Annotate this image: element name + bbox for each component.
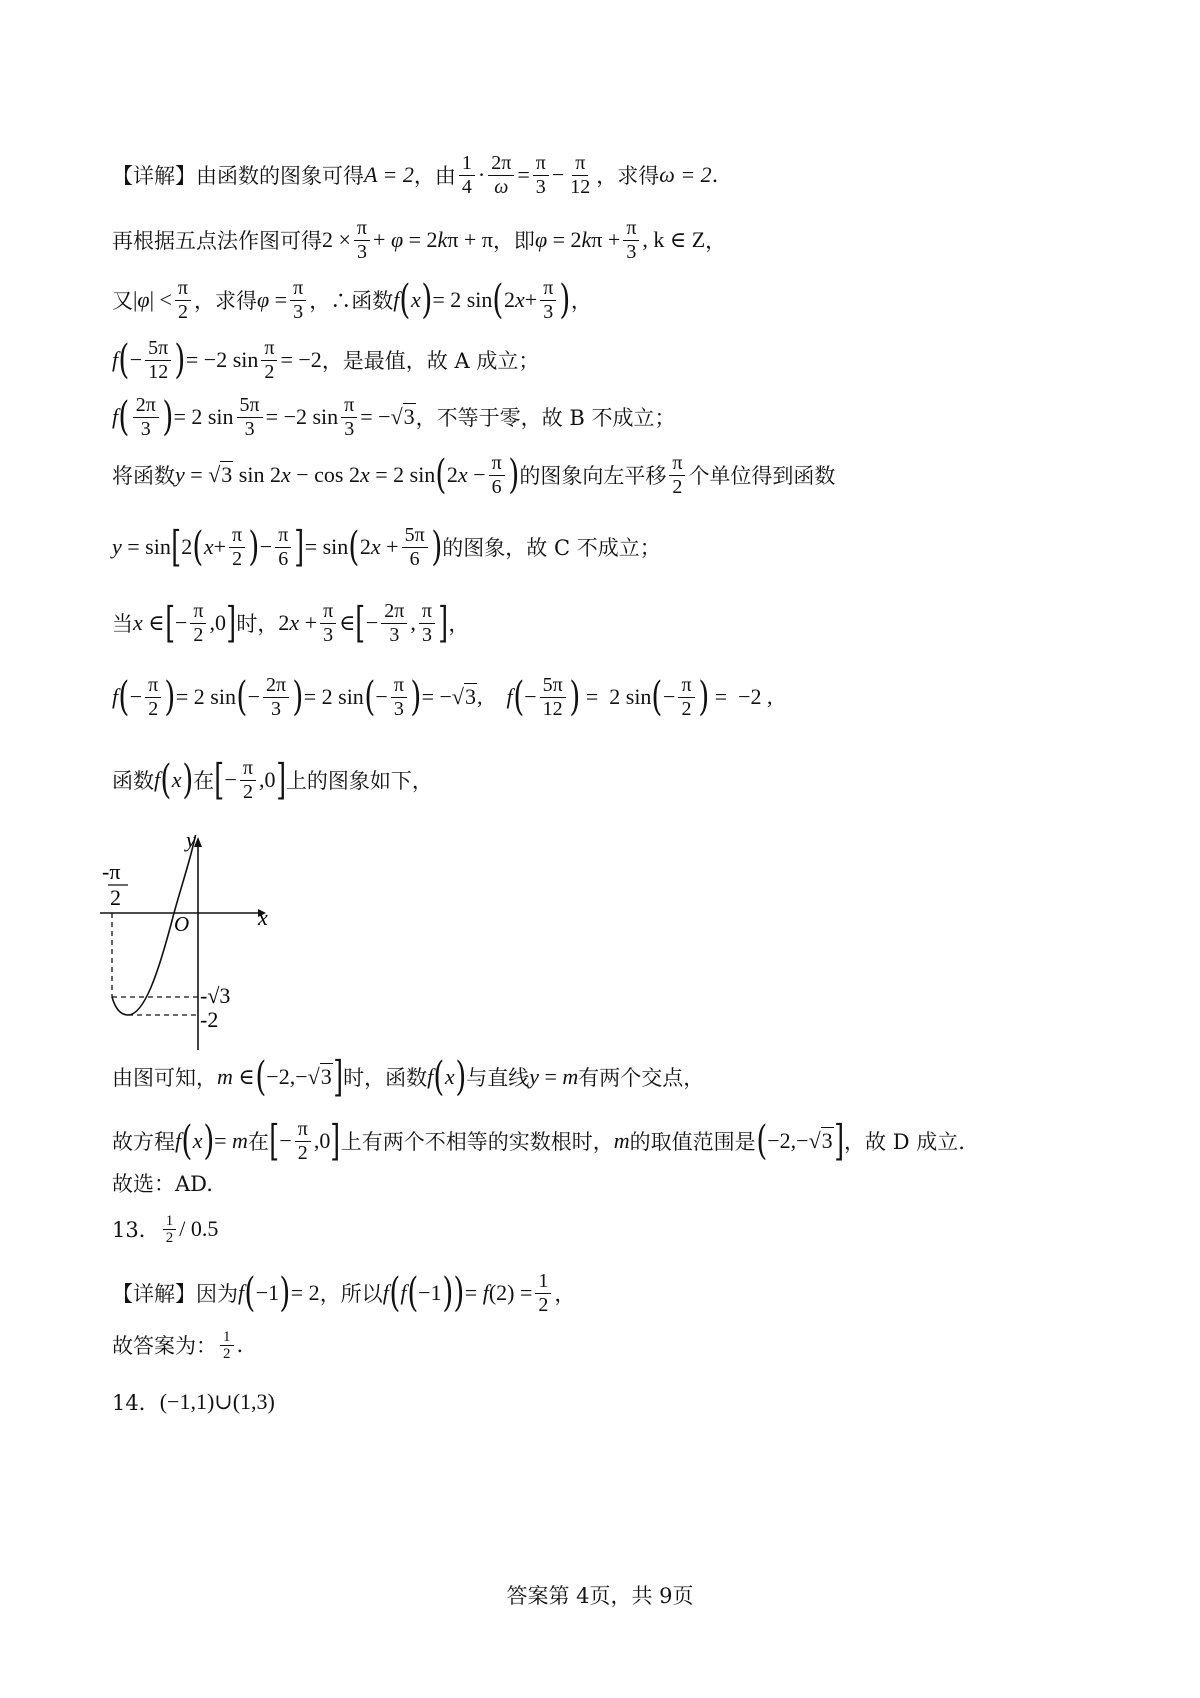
text: 函数 (112, 769, 154, 793)
line-detail-7: y = sin [ 2 ( x + $\frac{\pi}{2}$ ) − $\frac{\pi}{6}$ ] = sin ( 2x + $\frac{5\pi}{6}$ ) 的图象，故 C 不成立； (112, 522, 661, 571)
text: 个单位得到函数 (688, 464, 836, 488)
text: ，故 D 成立. (844, 1130, 965, 1154)
line-answer-13: 故答案为： $\frac{1}{2}$ . (112, 1328, 244, 1362)
text: 由图可知， (112, 1066, 217, 1090)
origin-label: O (174, 912, 190, 936)
formula: / 0.5 (179, 1216, 219, 1241)
text: ，∴函数 (309, 289, 394, 313)
text: 故方程 (112, 1130, 175, 1154)
text: 又 (112, 289, 133, 313)
line-detail-13: 【详解】因为 f ( −1 ) = 2 ，所以 f ( f ( −1 ) ) = f(2) = $\frac{1}{2}$ ， (112, 1269, 576, 1316)
text: 【详解】由函数的图象可得 (112, 164, 364, 188)
text: 有两个交点， (578, 1066, 705, 1090)
line-detail-10: 函数 f ( x ) 在 [ − $\frac{\pi}{2}$ ,0 ] 上的图象如下， (112, 755, 433, 804)
line-detail-11: 由图可知， m ∈ ( −2,−√3 ] 时，函数 f ( x ) 与直线 y = m 有两个交点， (112, 1052, 705, 1101)
formula: , k ∈ Z (642, 227, 706, 252)
question-14-answer (112, 1380, 275, 1424)
text: 时， (236, 612, 279, 636)
tick-label-neg-pi: -π (102, 859, 121, 884)
page-footer: 答案第 4页，共 9页 (506, 1584, 694, 1608)
text: ，不等于零，故 B 不成立； (415, 406, 676, 430)
line-detail-2: 再根据五点法作图可得 2 × $\frac{\pi}{3}$ + φ = 2kπ + π ，即 φ = 2kπ + $\frac{\pi}{3}$ , k ∈ Z ， (112, 216, 727, 263)
text: 上的图象如下， (285, 769, 433, 793)
text: 将函数 (112, 464, 175, 488)
y-axis-label: y (186, 835, 196, 852)
tick-label-neg-two: -2 (200, 1007, 219, 1032)
text: ，由 (413, 164, 456, 188)
text: ，即 (492, 229, 535, 253)
tick-label-neg-sqrt3: -√3 (200, 983, 231, 1008)
text: 的取值范围是 (629, 1130, 756, 1154)
line-detail-6: 将函数 y = √3 sin 2x − cos 2x = 2 sin ( 2x − $\frac{\pi}{6}$ ) 的图象向左平移 $\frac{\pi}{2}$ 个单位得到函数 (112, 451, 836, 498)
text: ，是最值，故 A 成立； (321, 349, 540, 373)
text: 时，函数 (343, 1066, 428, 1090)
question-13-answer: 13． $\frac{1}{2}$ / 0.5 (112, 1212, 219, 1246)
text: 再根据五点法作图可得 (112, 229, 322, 253)
question-number: 13． (112, 1218, 160, 1242)
text: ，求得 (596, 164, 660, 188)
line-answer-select (112, 1165, 213, 1201)
line-detail-9: f ( − $\frac{\pi}{2}$ ) = 2 sin ( − $\frac{2\pi}{3}$ ) = 2 sin ( − $\frac{\pi}{3}$ ) = −√3, f ( − $\frac{5\pi}{12}$ ) = 2 sin ( − $\frac{\pi}{2}$ ) = −2 , (112, 673, 773, 720)
line-detail-5: f ( $\frac{2\pi}{3}$ ) = 2 sin $\frac{5\pi}{3}$ = −2 sin $\frac{\pi}{3}$ = −√3 ，不等于零，故 B 不成立； (112, 393, 676, 440)
text: 在 (247, 1130, 269, 1154)
tick-label-two: 2 (110, 885, 121, 910)
formula: A = 2 (364, 162, 414, 187)
text: 与直线 (466, 1066, 530, 1090)
text: 的图象向左平移 (519, 464, 667, 488)
x-axis-label: x (258, 905, 268, 930)
text: ，所以 (319, 1282, 383, 1306)
text: 的图象，故 C 不成立； (442, 536, 661, 560)
line-detail-4: f ( − $\frac{5\pi}{12}$ ) = −2 sin $\frac{\pi}{2}$ = −2 ，是最值，故 A 成立； (112, 336, 540, 383)
text: 【详解】因为 (112, 1282, 238, 1306)
text: 故答案为： (112, 1334, 217, 1358)
text: 故选：AD. (112, 1172, 213, 1196)
line-detail-3: 又 |φ| < $\frac{\pi}{2}$ ，求得 φ = $\frac{\pi}{3}$ ，∴函数 f ( x ) = 2 sin ( 2x+ $\frac{\pi}{3}$ ) ， (112, 276, 592, 323)
formula: (−1,1)∪(1,3) (159, 1389, 275, 1414)
text: 在 (193, 769, 215, 793)
line-detail-1: 【详解】由函数的图象可得 A = 2 ，由 $\frac{1}{4}$ · $\frac{2\pi}{\omega}$ = $\frac{\pi}{3}$ − $\frac{\pi}{12}$ ，求得 ω = 2 . (112, 151, 719, 198)
formula: ω = 2 (659, 162, 712, 187)
line-detail-12: 故方程 f ( x ) = m 在 [ − $\frac{\pi}{2}$ ,0 ] 上有两个不相等的实数根时， m 的取值范围是 ( −2,−√3 ] ，故 D 成立. (112, 1116, 965, 1165)
line-detail-8: 当 x ∈ [ − $\frac{\pi}{2}$ ,0 ] 时， 2x + $\frac{\pi}{3}$ ∈ [ − $\frac{2\pi}{3}$ , $\frac{\pi}{3}$ ] ， (112, 598, 470, 647)
text: ，求得 (194, 289, 257, 313)
text: 上有两个不相等的实数根时， (340, 1130, 614, 1154)
question-number: 14． (112, 1391, 160, 1415)
text: 当 (112, 612, 133, 636)
